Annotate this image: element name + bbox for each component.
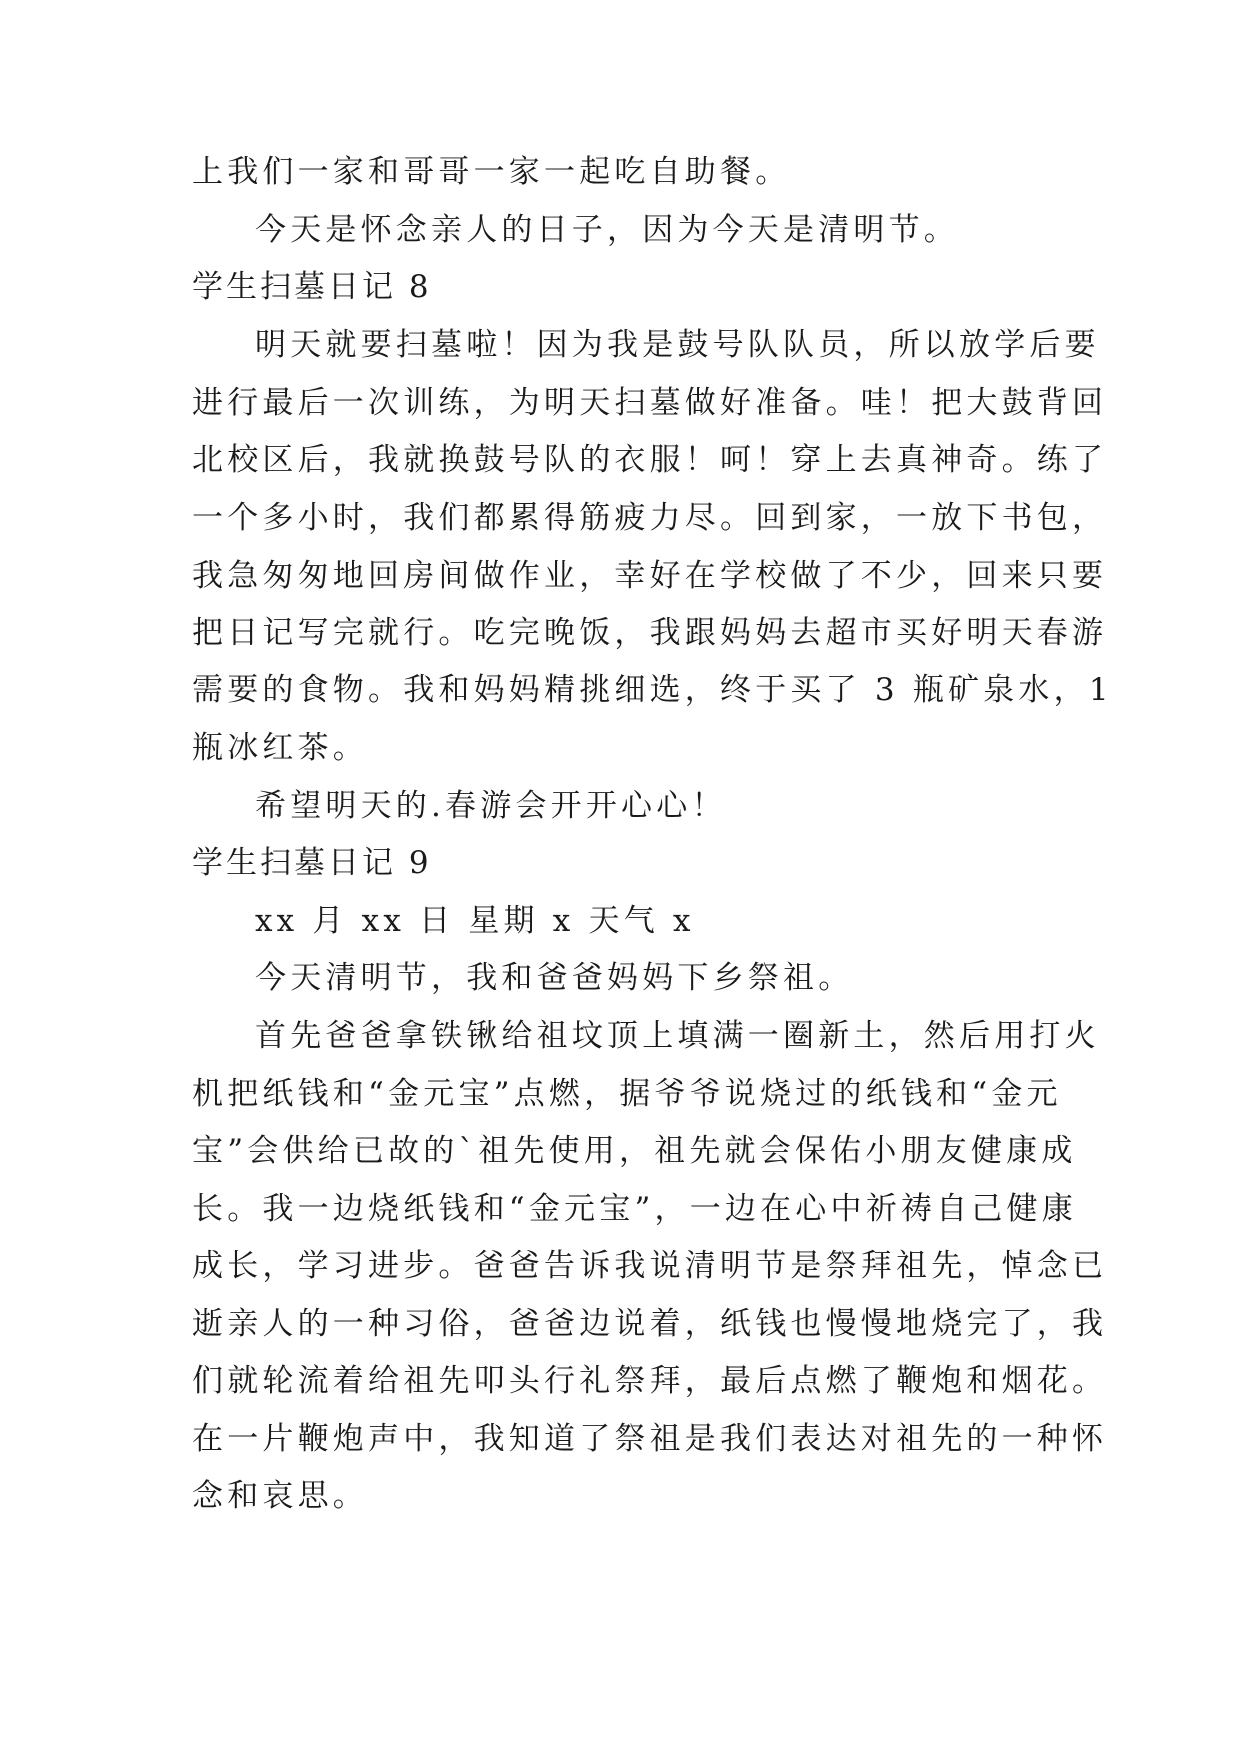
text-line: 瓶冰红茶。 <box>192 730 368 766</box>
text-line: 需要的食物。我和妈妈精挑细选，终于买了 3 瓶矿泉水，1 <box>192 672 1113 708</box>
text-line: 一个多小时，我们都累得筋疲力尽。回到家，一放下书包， <box>192 500 1108 536</box>
text-line: 机把纸钱和“金元宝”点燃，据爷爷说烧过的纸钱和“金元 <box>192 1076 1062 1112</box>
text-line: 首先爸爸拿铁锹给祖坟顶上填满一圈新土，然后用打火 <box>255 1018 1100 1054</box>
text-line: 逝亲人的一种习俗，爸爸边说着，纸钱也慢慢地烧完了，我 <box>192 1306 1108 1342</box>
text-line: 今天是怀念亲人的日子，因为今天是清明节。 <box>255 212 959 248</box>
text-line: 在一片鞭炮声中，我知道了祭祖是我们表达对祖先的一种怀 <box>192 1421 1108 1457</box>
text-line: 北校区后，我就换鼓号队的衣服！呵！穿上去真神奇。练了 <box>192 442 1108 478</box>
section-heading: 学生扫墓日记 9 <box>192 845 432 881</box>
text-line: xx 月 xx 日 星期 x 天气 x <box>255 903 695 939</box>
text-line: 长。我一边烧纸钱和“金元宝”，一边在心中祈祷自己健康 <box>192 1191 1077 1227</box>
section-heading: 学生扫墓日记 8 <box>192 269 432 305</box>
text-line: 希望明天的.春游会开开心心！ <box>255 788 727 824</box>
text-line: 把日记写完就行。吃完晚饭，我跟妈妈去超市买好明天春游 <box>192 615 1108 651</box>
text-line: 们就轮流着给祖先叩头行礼祭拜，最后点燃了鞭炮和烟花。 <box>192 1363 1108 1399</box>
text-line: 成长，学习进步。爸爸告诉我说清明节是祭拜祖先，悼念已 <box>192 1248 1108 1284</box>
text-line: 宝”会供给已故的`祖先使用，祖先就会保佑小朋友健康成 <box>192 1133 1077 1169</box>
text-line: 明天就要扫墓啦！因为我是鼓号队队员，所以放学后要 <box>255 327 1100 363</box>
text-line: 今天清明节，我和爸爸妈妈下乡祭祖。 <box>255 960 854 996</box>
text-line: 进行最后一次训练，为明天扫墓做好准备。哇！把大鼓背回 <box>192 385 1108 421</box>
text-line: 上我们一家和哥哥一家一起吃自助餐。 <box>192 154 791 190</box>
text-line: 念和哀思。 <box>192 1478 368 1514</box>
text-line: 我急匆匆地回房间做作业，幸好在学校做了不少，回来只要 <box>192 558 1108 594</box>
